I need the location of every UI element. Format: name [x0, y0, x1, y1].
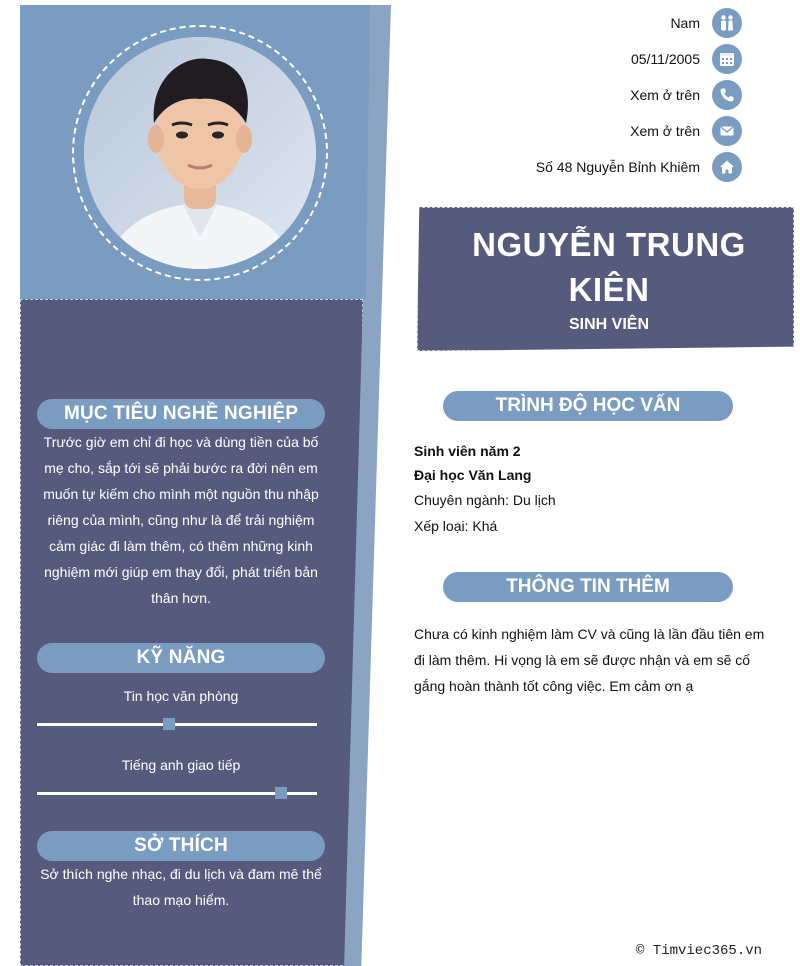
hobbies-text: Sở thích nghe nhạc, đi du lịch và đam mê thể thao mạo hiểm.: [40, 866, 322, 908]
skill-level-knob: [163, 718, 175, 730]
more-info-text: Chưa có kinh nghiệm làm CV và cũng là lần đầu tiên em đi làm thêm. Hi vọng là em sẽ được nhận và em sẽ cố gắng hoàn thành tốt công việc. Em cảm ơn ạ: [414, 626, 765, 694]
skills-heading: KỸ NĂNG: [37, 643, 325, 673]
skill-bar-office: [37, 723, 317, 726]
gender-value: Nam: [670, 15, 700, 31]
email-icon: [712, 116, 742, 146]
birthdate-value: 05/11/2005: [630, 51, 700, 67]
objective-heading: MỤC TIÊU NGHỀ NGHIỆP: [37, 399, 325, 429]
hobbies-heading: SỞ THÍCH: [37, 831, 325, 861]
phone-value: Xem ở trên: [630, 87, 700, 103]
education-grade: Xếp loại: Khá: [414, 518, 498, 534]
watermark: © Timviec365.vn: [636, 943, 763, 959]
skill-label-office: Tin học văn phòng: [123, 688, 239, 704]
more-info-heading: THÔNG TIN THÊM: [443, 572, 733, 602]
avatar-photo: [84, 37, 316, 269]
gender-icon: [712, 8, 742, 38]
home-icon: [712, 152, 742, 182]
candidate-role: SINH VIÊN: [568, 316, 649, 333]
education-major: Chuyên ngành: Du lịch: [414, 492, 556, 508]
calendar-icon: [712, 44, 742, 74]
skill-level-knob: [275, 787, 287, 799]
education-heading: TRÌNH ĐỘ HỌC VẤN: [443, 391, 733, 421]
phone-icon: [712, 80, 742, 110]
candidate-name: NGUYỄN TRUNG KIÊN: [472, 226, 746, 308]
person-portrait-icon: [84, 37, 316, 269]
education-year: Sinh viên năm 2: [414, 443, 521, 459]
email-value: Xem ở trên: [630, 123, 700, 139]
skill-label-english: Tiếng anh giao tiếp: [121, 757, 241, 773]
skill-bar-english: [37, 792, 317, 795]
objective-text: Trước giờ em chỉ đi học và dùng tiền của bố mẹ cho, sắp tới sẽ phải bước ra đời nên em muốn tự kiếm cho mình một nguồn thu nhập riêng của mình, cũng như là để trải nghiệm cảm giác đi làm thêm, có thêm những kinh nghiệm mới giúp em thay đổi, phát triển bản thân hơn.: [43, 434, 319, 606]
education-school: Đại học Văn Lang: [414, 467, 532, 483]
address-value: Số 48 Nguyễn Bỉnh Khiêm: [535, 159, 700, 175]
